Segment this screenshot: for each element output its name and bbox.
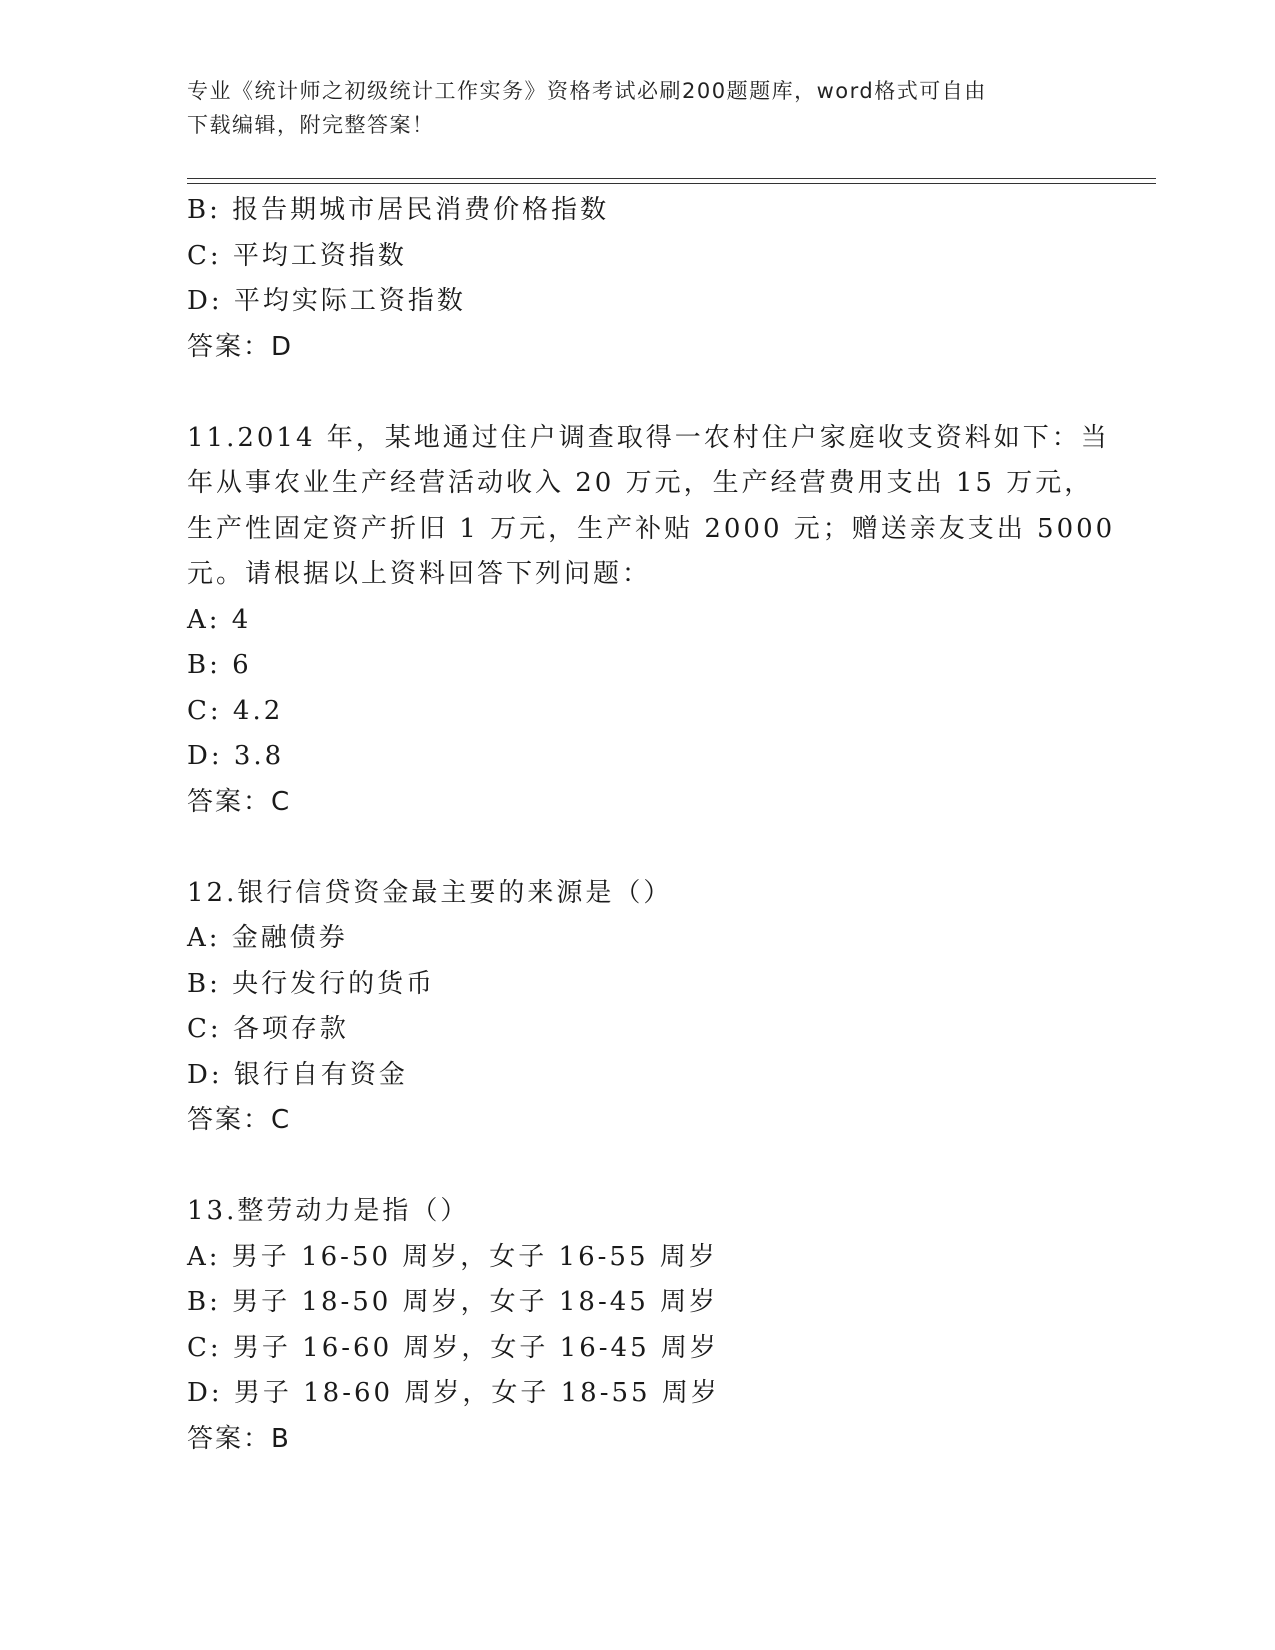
option-d: D: 男子 18-60 周岁，女子 18-55 周岁 <box>187 1378 720 1408</box>
question-13 <box>187 1189 1107 1462</box>
option-d: D: 银行自有资金 <box>187 1059 408 1090</box>
option-c: C: 4.2 <box>187 695 284 726</box>
header-line-2: 下载编辑，附完整答案！ <box>187 113 435 137</box>
question-12 <box>187 871 1107 1144</box>
header-divider-top <box>187 178 1156 179</box>
option-a: A: 男子 16-50 周岁，女子 16-55 周岁 <box>187 1241 718 1272</box>
answer-line: 答案：D <box>187 331 294 362</box>
option-c: C: 各项存款 <box>187 1014 349 1044</box>
option-d: D: 3.8 <box>187 741 285 771</box>
option-c: C: 男子 16-60 周岁，女子 16-45 周岁 <box>187 1332 719 1363</box>
question-10-continuation <box>187 188 1107 370</box>
spacer <box>187 370 1107 416</box>
question-content <box>187 188 1116 1462</box>
question-stem-line: 11.2014 年，某地通过住户调查取得一农村住户家庭收支资料如下：当 <box>187 422 1110 453</box>
question-stem: 12.银行信贷资金最主要的来源是（） <box>187 877 673 908</box>
answer-line: 答案：B <box>187 1423 291 1454</box>
option-b: B: 男子 18-50 周岁，女子 18-45 周岁 <box>187 1287 719 1317</box>
question-stem: 13.整劳动力是指（） <box>187 1196 470 1226</box>
answer-line: 答案：C <box>187 786 292 817</box>
option-b: B: 报告期城市居民消费价格指数 <box>187 195 610 225</box>
spacer <box>187 1144 1107 1190</box>
option-a: A: 金融债券 <box>187 923 348 953</box>
question-stem-line: 元。请根据以上资料回答下列问题： <box>187 559 652 589</box>
question-stem-line: 年从事农业生产经营活动收入 20 万元，生产经营费用支出 15 万元， <box>187 468 1094 498</box>
option-c: C: 平均工资指数 <box>187 240 407 271</box>
question-11 <box>187 416 1116 826</box>
option-d: D: 平均实际工资指数 <box>187 286 466 316</box>
header-divider-bottom <box>187 183 1156 184</box>
header-line-1: 专业《统计师之初级统计工作实务》资格考试必刷200题题库，word格式可自由 <box>187 79 987 103</box>
option-b: B: 央行发行的货币 <box>187 968 436 999</box>
spacer <box>187 825 1107 871</box>
document-header <box>187 74 1087 142</box>
option-b: B: 6 <box>187 650 252 680</box>
option-a: A: 4 <box>187 604 252 635</box>
question-stem-line: 生产性固定资产折旧 1 万元，生产补贴 2000 元；赠送亲友支出 5000 <box>187 513 1116 544</box>
answer-line: 答案：C <box>187 1105 292 1135</box>
